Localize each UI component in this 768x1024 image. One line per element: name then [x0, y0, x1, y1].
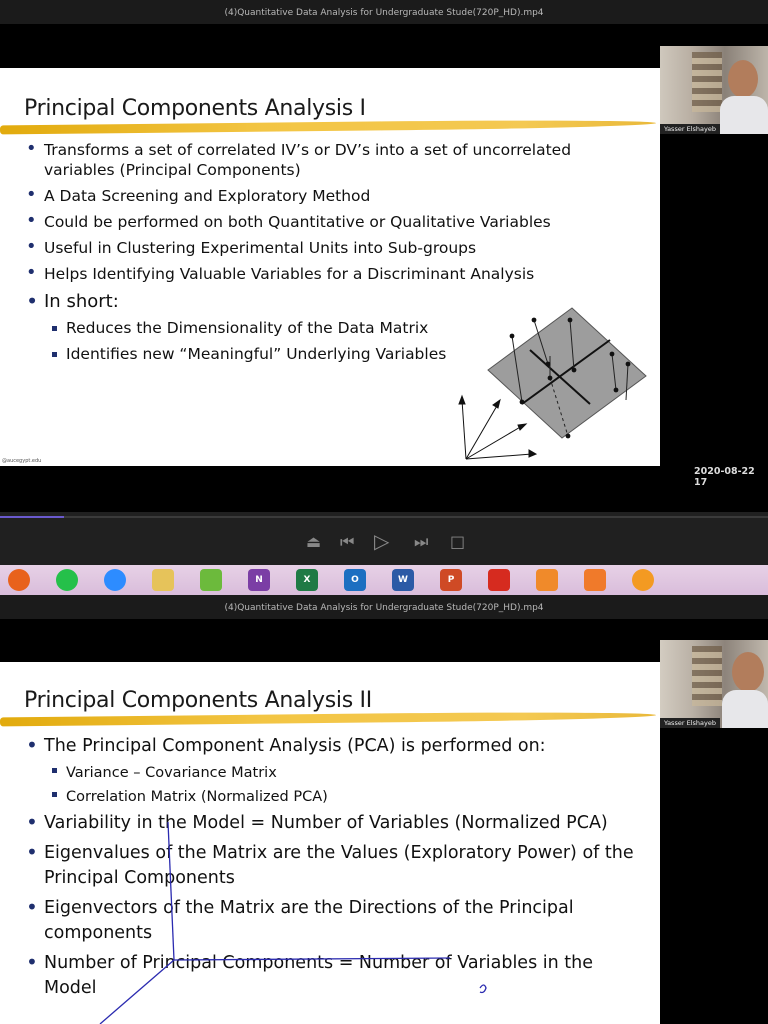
firefox-icon[interactable]	[8, 569, 30, 591]
file-explorer-icon[interactable]	[152, 569, 174, 591]
flower-app-icon[interactable]	[632, 569, 654, 591]
word-icon[interactable]: W	[392, 569, 414, 591]
camera-app-icon[interactable]	[536, 569, 558, 591]
excel-icon[interactable]: X	[296, 569, 318, 591]
seek-progress	[0, 516, 64, 518]
bullet-item: • Helps Identifying Valuable Variables for a Discriminant Analysis	[24, 264, 604, 284]
bullet-item: • Could be performed on both Quantitative or Qualitative Variables	[24, 212, 604, 232]
bullet-item: • The Principal Component Analysis (PCA) is performed on:	[24, 734, 649, 759]
speaker-name: Yasser Elshayeb	[660, 124, 720, 134]
pen-annotation	[0, 662, 660, 1024]
whatsapp-icon[interactable]	[56, 569, 78, 591]
bullet-item: • A Data Screening and Exploratory Method	[24, 186, 604, 206]
speaker-name: Yasser Elshayeb	[660, 718, 720, 728]
eject-icon[interactable]: ⏏	[306, 532, 322, 551]
taskbar	[0, 565, 768, 595]
slide-title: Principal Components Analysis II	[24, 688, 372, 713]
slide-footer: @aucegypt.edu	[2, 458, 42, 464]
powerpoint-icon[interactable]: P	[440, 569, 462, 591]
bullet-item: • Useful in Clustering Experimental Units into Sub-groups	[24, 238, 604, 258]
sub-bullet-item: Identifies new “Meaningful” Underlying Variables	[24, 344, 604, 364]
sub-bullet-item: Reduces the Dimensionality of the Data Matrix	[24, 318, 604, 338]
bullet-item: • In short:	[24, 290, 604, 314]
skip-back-icon[interactable]: ⏮	[340, 532, 355, 551]
video-title-bar	[0, 0, 768, 24]
slide-2	[0, 662, 660, 1024]
projection-plane	[488, 308, 646, 438]
slide-1	[0, 68, 660, 466]
skip-forward-icon[interactable]: ⏭	[414, 532, 429, 551]
bullet-item: • Eigenvectors of the Matrix are the Directions of the Principal components	[24, 896, 649, 946]
slide-title: Principal Components Analysis I	[24, 96, 366, 121]
basis-vectors	[459, 396, 536, 459]
seek-bar[interactable]	[0, 516, 768, 518]
bluestacks-icon[interactable]	[200, 569, 222, 591]
video-title-bar-2	[0, 595, 768, 619]
video-title: (4)Quantitative Data Analysis for Undergraduate Stude(720P_HD).mp4	[224, 8, 544, 18]
camera-icon[interactable]	[584, 569, 606, 591]
acrobat-icon[interactable]	[488, 569, 510, 591]
speaker-webcam	[660, 46, 768, 134]
video-title: (4)Quantitative Data Analysis for Undergraduate Stude(720P_HD).mp4	[224, 603, 544, 613]
bullet-item: • Variability in the Model = Number of Variables (Normalized PCA)	[24, 811, 649, 836]
bullet-item: • Number of Principal Components = Number of Variables in the Model	[24, 951, 649, 1001]
bullet-item: • Eigenvalues of the Matrix are the Values (Exploratory Power) of the Principal Components	[24, 841, 649, 891]
sub-bullet-item: Correlation Matrix (Normalized PCA)	[24, 785, 649, 809]
sub-bullet-item: Variance – Covariance Matrix	[24, 761, 649, 785]
outlook-icon[interactable]: O	[344, 569, 366, 591]
onenote-icon[interactable]: N	[248, 569, 270, 591]
media-player-controls	[0, 512, 768, 568]
timestamp: 2020-08-22 17	[694, 466, 755, 488]
pca-diagram	[450, 304, 660, 464]
zoom-icon[interactable]	[104, 569, 126, 591]
play-icon[interactable]: ▷	[374, 529, 390, 553]
bullet-item: • Transforms a set of correlated IV’s or DV’s into a set of uncorrelated variables (Principal Components)	[24, 140, 604, 180]
speaker-webcam	[660, 640, 768, 728]
stop-icon[interactable]: □	[450, 532, 466, 551]
